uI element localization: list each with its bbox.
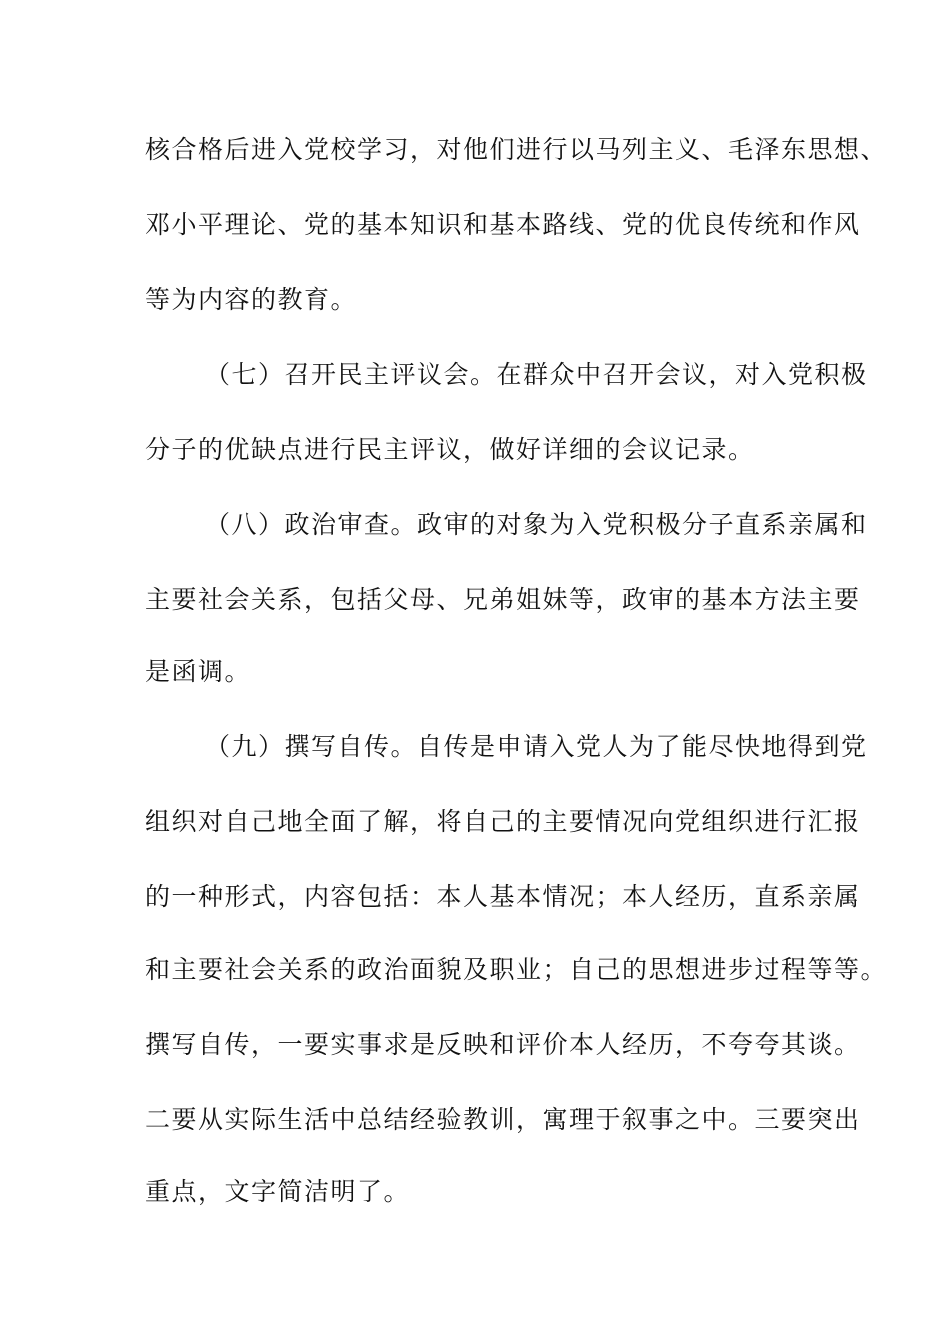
- text-line-7: 主要社会关系，包括父母、兄弟姐妹等，政审的基本方法主要: [145, 585, 861, 614]
- section-nine-heading-line: （九）撰写自传。自传是申请入党人为了能尽快地得到党: [205, 732, 868, 761]
- text-line-13: 撰写自传，一要实事求是反映和评价本人经历，不夸夸其谈。: [145, 1030, 861, 1059]
- text-line-11: 的一种形式，内容包括：本人基本情况；本人经历，直系亲属: [145, 882, 861, 911]
- text-line-14: 二要从实际生活中总结经验教训，寓理于叙事之中。三要突出: [145, 1105, 861, 1134]
- text-line-2: 邓小平理论、党的基本知识和基本路线、党的优良传统和作风: [145, 210, 861, 239]
- section-seven-heading-line: （七）召开民主评议会。在群众中召开会议，对入党积极: [205, 360, 868, 389]
- text-line-5: 分子的优缺点进行民主评议，做好详细的会议记录。: [145, 435, 755, 464]
- text-line-8: 是函调。: [145, 657, 252, 686]
- text-line-1: 核合格后进入党校学习，对他们进行以马列主义、毛泽东思想、: [145, 135, 888, 164]
- section-eight-heading-line: （八）政治审查。政审的对象为入党积极分子直系亲属和: [205, 510, 868, 539]
- text-line-15: 重点，文字简洁明了。: [145, 1177, 411, 1206]
- text-line-10: 组织对自己地全面了解，将自己的主要情况向党组织进行汇报: [145, 807, 861, 836]
- text-line-12: 和主要社会关系的政治面貌及职业；自己的思想进步过程等等。: [145, 955, 888, 984]
- text-line-3: 等为内容的教育。: [145, 285, 358, 314]
